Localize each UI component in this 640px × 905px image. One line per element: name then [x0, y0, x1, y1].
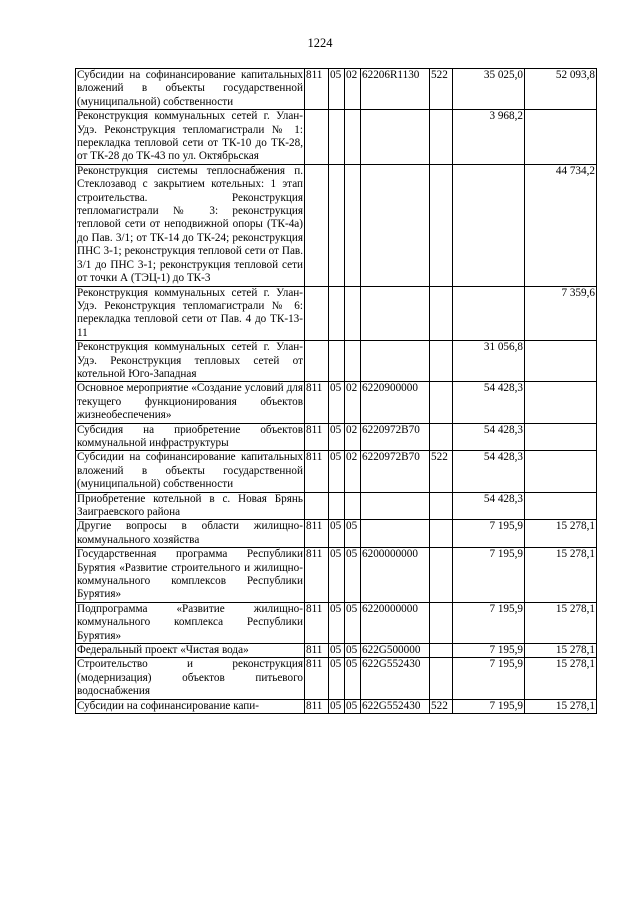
table-row: [76, 382, 597, 423]
amount-year-2: 15 278,1: [525, 658, 597, 699]
table-row: [76, 520, 597, 548]
amount-year-1: 7 195,9: [453, 520, 525, 548]
ministry-code: [305, 286, 329, 341]
subsection-code: 02: [345, 69, 361, 110]
target-article-code: 622G500000: [361, 644, 430, 658]
expense-type-code: [430, 110, 453, 165]
amount-year-1: 31 056,8: [453, 341, 525, 382]
amount-year-1: 54 428,3: [453, 451, 525, 492]
subsection-code: 02: [345, 382, 361, 423]
section-code: 05: [329, 451, 345, 492]
expense-type-code: [430, 548, 453, 603]
subsection-code: [345, 110, 361, 165]
item-name: Государственная программа Республики Бурятия «Развитие строительного и жилищно-коммунального комплексов Республики Бурятия»: [77, 548, 303, 601]
section-code: 05: [329, 548, 345, 603]
expense-type-code: [430, 492, 453, 520]
target-article-code: 6220000000: [361, 602, 430, 643]
table-row: [76, 164, 597, 286]
amount-year-2: [525, 492, 597, 520]
item-name: Основное мероприятие «Создание условий для текущего функционирования объектов жизнеобеспечения»: [77, 382, 303, 422]
table-row: [76, 451, 597, 492]
amount-year-2: [525, 423, 597, 451]
table-row: [76, 602, 597, 643]
amount-year-1: [453, 164, 525, 286]
amount-year-1: 7 195,9: [453, 644, 525, 658]
ministry-code: 811: [305, 602, 329, 643]
target-article-code: [361, 110, 430, 165]
amount-year-2: [525, 110, 597, 165]
item-name: Строительство и реконструкция (модернизация) объектов питьевого водоснабжения: [77, 658, 303, 698]
expense-type-code: [430, 520, 453, 548]
ministry-code: 811: [305, 69, 329, 110]
subsection-code: [345, 164, 361, 286]
amount-year-2: 15 278,1: [525, 644, 597, 658]
target-article-code: 6200000000: [361, 548, 430, 603]
expense-type-code: [430, 286, 453, 341]
amount-year-2: 7 359,6: [525, 286, 597, 341]
target-article-code: 62206R1130: [361, 69, 430, 110]
subsection-code: [345, 492, 361, 520]
subsection-code: 02: [345, 423, 361, 451]
section-code: [329, 492, 345, 520]
ministry-code: 811: [305, 644, 329, 658]
section-code: 05: [329, 382, 345, 423]
item-name: Реконструкция коммунальных сетей г. Улан-Удэ. Реконструкция тепловых сетей от котельной Юго-Западная: [77, 341, 303, 380]
subsection-code: 05: [345, 602, 361, 643]
table-row: [76, 492, 597, 520]
amount-year-1: 54 428,3: [453, 423, 525, 451]
expense-type-code: [430, 423, 453, 451]
subsection-code: [345, 341, 361, 382]
table-row: [76, 341, 597, 382]
item-name: Реконструкция коммунальных сетей г. Улан-Удэ. Реконструкция тепломагистрали № 6: перекладка тепловой сети от Пав. 4 до ТК-13-11: [77, 286, 303, 339]
target-article-code: [361, 520, 430, 548]
amount-year-1: 54 428,3: [453, 492, 525, 520]
table-row: [76, 110, 597, 165]
amount-year-1: 7 195,9: [453, 602, 525, 643]
target-article-code: 6220972В70: [361, 423, 430, 451]
target-article-code: 622G552430: [361, 699, 430, 713]
page-number: 1224: [307, 36, 333, 50]
expense-type-code: 522: [430, 69, 453, 110]
amount-year-1: [453, 286, 525, 341]
table-row: [76, 644, 597, 658]
section-code: [329, 110, 345, 165]
ministry-code: 811: [305, 658, 329, 699]
target-article-code: [361, 492, 430, 520]
amount-year-2: 15 278,1: [525, 548, 597, 603]
table-row: [76, 69, 597, 110]
section-code: 05: [329, 602, 345, 643]
budget-table-body: [76, 69, 597, 714]
item-name: Субсидии на софинансирование капитальных вложений в объекты государственной (муниципальной) собственности: [77, 451, 303, 491]
section-code: 05: [329, 520, 345, 548]
subsection-code: 05: [345, 520, 361, 548]
amount-year-2: 52 093,8: [525, 69, 597, 110]
target-article-code: [361, 341, 430, 382]
section-code: 05: [329, 423, 345, 451]
section-code: [329, 164, 345, 286]
expense-type-code: [430, 644, 453, 658]
section-code: 05: [329, 658, 345, 699]
section-code: [329, 341, 345, 382]
expense-type-code: 522: [430, 451, 453, 492]
amount-year-1: 7 195,9: [453, 548, 525, 603]
item-name: Реконструкция системы теплоснабжения п. Стеклозавод с закрытием котельных: 1 этап строительства. Реконструкция тепломагистрали № 3: реконструкция тепловой сети от неподвижной опоры (ТК-4а) до Пав. 3/1; от ТК-14 до ТК-24; реконструкция ПНС 3-1; реконструкция тепловой сети от Пав. 3/1 до ПНС 3-1; реконструкция тепловой сети от точки А (ТЭЦ-1) до ТК-3: [77, 164, 303, 285]
table-row: [76, 548, 597, 603]
item-name: Субсидии на софинансирование капи-: [76, 699, 305, 713]
amount-year-2: 44 734,2: [525, 164, 597, 286]
subsection-code: 05: [345, 699, 361, 713]
amount-year-2: 15 278,1: [525, 699, 597, 713]
ministry-code: 811: [305, 423, 329, 451]
subsection-code: 05: [345, 644, 361, 658]
ministry-code: [305, 492, 329, 520]
item-name: Федеральный проект «Чистая вода»: [76, 644, 305, 658]
table-row: [76, 658, 597, 699]
item-name: Подпрограмма «Развитие жилищно-коммунального комплекса Республики Бурятия»: [77, 602, 303, 642]
subsection-code: 05: [345, 658, 361, 699]
amount-year-2: 15 278,1: [525, 520, 597, 548]
target-article-code: 6220972В70: [361, 451, 430, 492]
table-row: [76, 423, 597, 451]
section-code: 05: [329, 699, 345, 713]
item-name: Субсидия на приобретение объектов коммунальной инфраструктуры: [77, 423, 303, 449]
subsection-code: 02: [345, 451, 361, 492]
ministry-code: 811: [305, 382, 329, 423]
expense-type-code: [430, 164, 453, 286]
expense-type-code: [430, 382, 453, 423]
target-article-code: 622G552430: [361, 658, 430, 699]
section-code: [329, 286, 345, 341]
expense-type-code: [430, 658, 453, 699]
subsection-code: [345, 286, 361, 341]
amount-year-1: 35 025,0: [453, 69, 525, 110]
section-code: 05: [329, 69, 345, 110]
table-row: [76, 699, 597, 713]
table-row: [76, 286, 597, 341]
target-article-code: 6220900000: [361, 382, 430, 423]
amount-year-2: [525, 341, 597, 382]
amount-year-2: [525, 451, 597, 492]
item-name: Другие вопросы в области жилищно-коммунального хозяйства: [77, 520, 303, 546]
ministry-code: [305, 110, 329, 165]
item-name: Субсидии на софинансирование капитальных вложений в объекты государственной (муниципальной) собственности: [77, 69, 303, 108]
ministry-code: 811: [305, 548, 329, 603]
item-name: Приобретение котельной в с. Новая Брянь Заиграевского района: [77, 492, 303, 518]
amount-year-1: 7 195,9: [453, 658, 525, 699]
budget-table: [75, 68, 597, 714]
item-name: Реконструкция коммунальных сетей г. Улан-Удэ. Реконструкция тепломагистрали № 1: перекладка тепловой сети от ТК-10 до ТК-28, от ТК-28 до ТК-43 по ул. Октябрьская: [77, 110, 303, 163]
amount-year-1: 3 968,2: [453, 110, 525, 165]
expense-type-code: [430, 602, 453, 643]
subsection-code: 05: [345, 548, 361, 603]
ministry-code: [305, 341, 329, 382]
amount-year-2: 15 278,1: [525, 602, 597, 643]
amount-year-1: 54 428,3: [453, 382, 525, 423]
expense-type-code: 522: [430, 699, 453, 713]
ministry-code: 811: [305, 520, 329, 548]
section-code: 05: [329, 644, 345, 658]
target-article-code: [361, 286, 430, 341]
ministry-code: 811: [305, 451, 329, 492]
target-article-code: [361, 164, 430, 286]
ministry-code: 811: [305, 699, 329, 713]
amount-year-2: [525, 382, 597, 423]
amount-year-1: 7 195,9: [453, 699, 525, 713]
expense-type-code: [430, 341, 453, 382]
ministry-code: [305, 164, 329, 286]
